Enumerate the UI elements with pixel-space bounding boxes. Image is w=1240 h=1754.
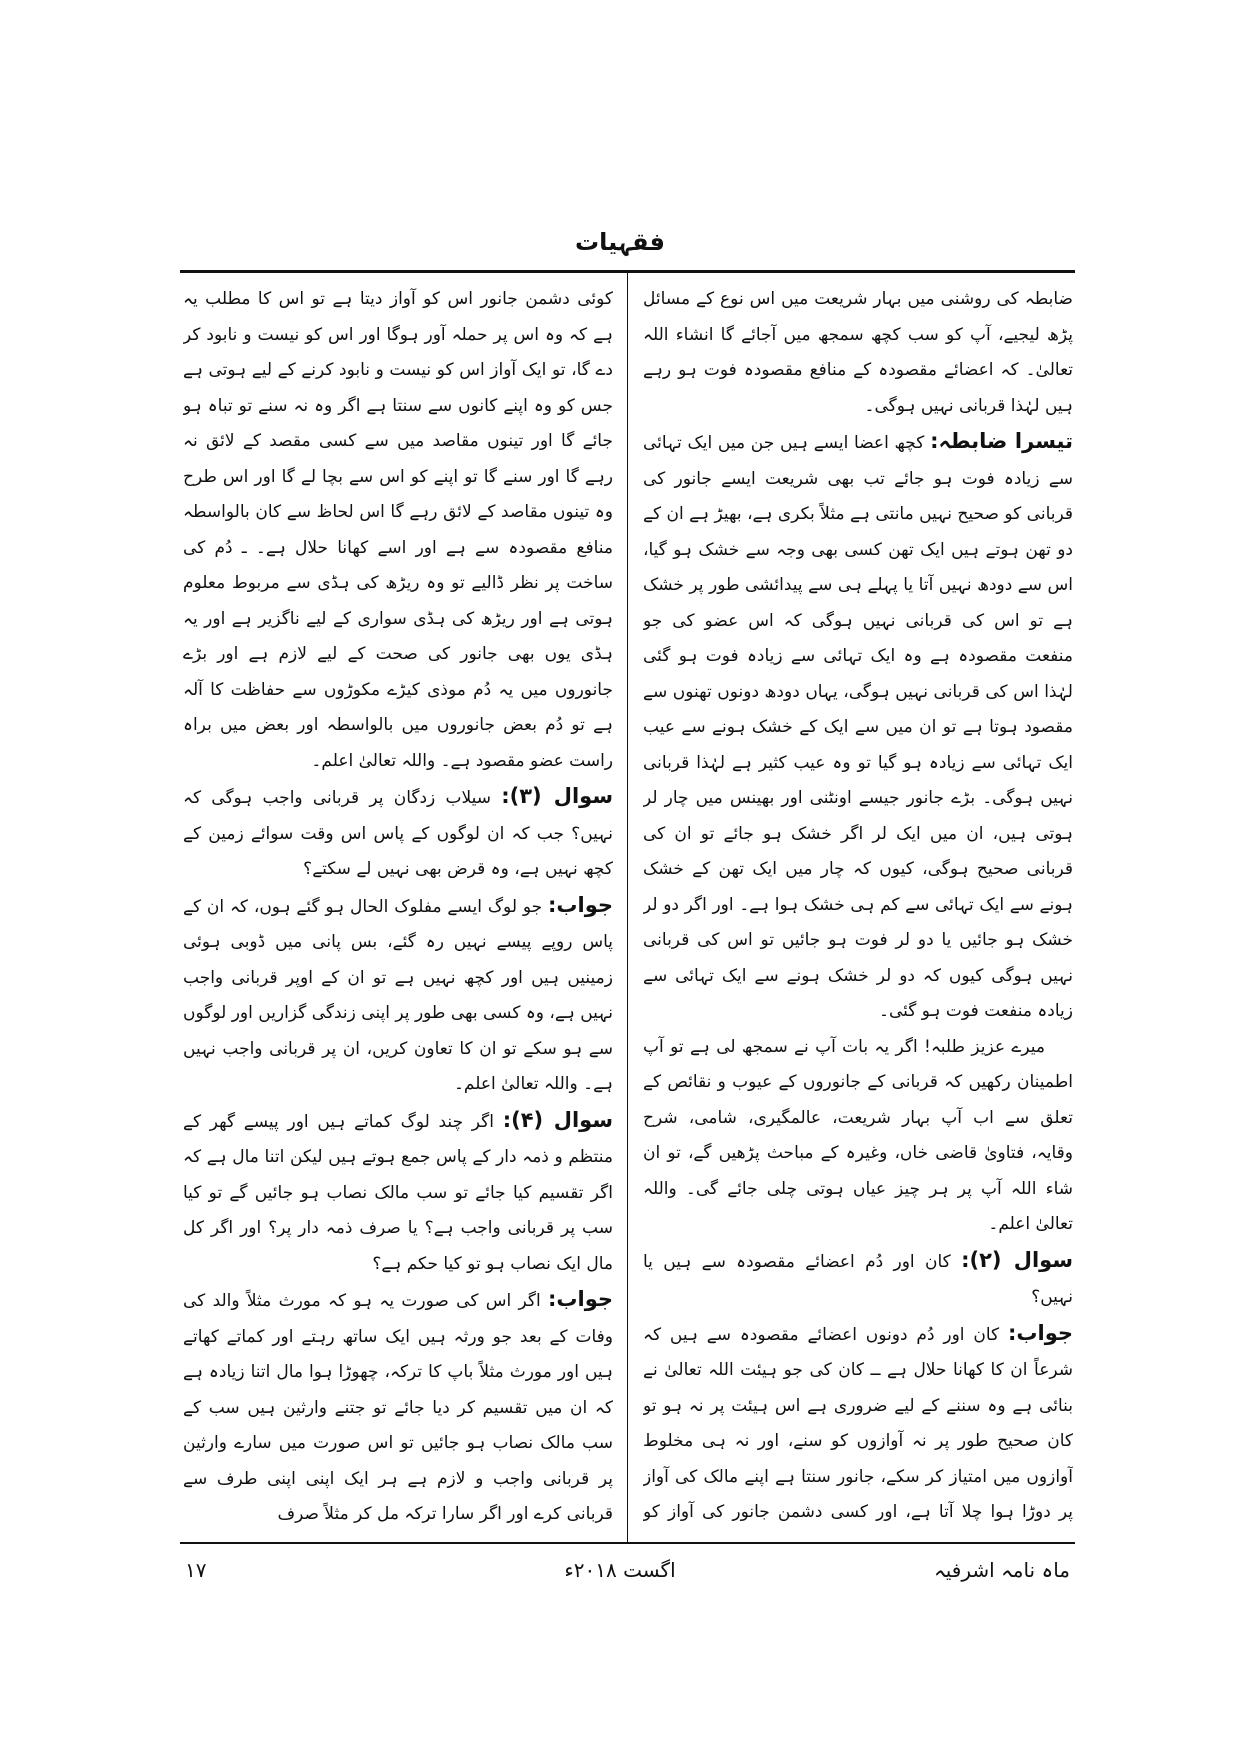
footer-rule xyxy=(180,1542,1075,1544)
question-label: سوال (۲): xyxy=(961,1247,1073,1272)
question: سوال (۴): اگر چند لوگ کماتے ہیں اور پیسے گھر کے منتظم و ذمہ دار کے پاس جمع ہوتے ہیں لیکن اتنا مال ہے کہ اگر تقسیم کیا جائے تو سب مالک نصاب ہو جائیں گے تو کیا سب پر قربانی واجب ہے؟ یا صرف ذمہ دار پر؟ اور اگر کل مال ایک نصاب ہو تو کیا حکم ہے؟ xyxy=(183,1107,613,1274)
page-number: ۱۷ xyxy=(185,1558,207,1582)
answer-label: جواب: xyxy=(1008,1320,1073,1345)
question: سوال (۲): کان اور دُم اعضائے مقصودہ سے ہیں یا نہیں؟ xyxy=(643,1247,1073,1307)
paragraph: تیسرا ضابطہ: کچھ اعضا ایسے ہیں جن میں ایک تہائی سے زیادہ فوت ہو جائے تب بھی شریعت ایسے جانور کی قربانی کو صحیح نہیں مانتی ہے مثلاً بکری ہے، بھیڑ ہے ان کے دو تھن ہوتے ہیں ایک تھن کسی بھی وجہ سے خشک ہو گیا، اس سے دودھ نہیں آتا یا پہلے ہی سے پیدائشی طور پر خشک ہے تو اس کی قربانی نہیں ہوگی کہ اس عضو کی جو منفعت مقصودہ ہے وہ ایک تہائی سے زیادہ فوت ہو گئی لہٰذا اس کی قربانی نہیں ہوگی، یہاں دودھ دونوں تھنوں سے مقصود ہوتا ہے تو ان میں سے ایک کے خشک ہونے سے عیب ایک تہائی سے زیادہ ہو گیا تو وہ عیب کثیر ہے لہٰذا قربانی نہیں ہوگی۔ بڑے جانور جیسے اونٹنی اور بھینس میں چار لر ہوتی ہیں، ان میں ایک لر اگر خشک ہو جائے تو ان کی قربانی صحیح ہوگی، کیوں کہ چار میں ایک تھن کے خشک ہونے سے ایک تہائی سے کم ہی خشک ہوا ہے۔ اور اگر دو لر خشک ہو جائیں یا دو لر فوت ہو جائیں تو اس کی قربانی نہیں ہوگی کیوں کہ دو لر خشک ہونے سے ایک تہائی سے زیادہ منفعت فوت ہو گئی۔ xyxy=(643,429,1073,1021)
answer: جواب: اگر اس کی صورت یہ ہو کہ مورث مثلاً والد کی وفات کے بعد جو ورثہ ہیں ایک ساتھ رہتے اور کماتے کھاتے ہیں اور مورث مثلاً باپ کا ترکہ، چھوڑا ہوا مال اتنا زیادہ ہے کہ ان میں تقسیم کر دیا جائے تو جتنے وارثین ہیں سب کے سب مالک نصاب ہو جائیں تو اس صورت میں سارے وارثین پر قربانی واجب و لازم ہے ہر ایک اپنی اپنی طرف سے قربانی کرے اور اگر سارا ترکہ مل کر مثلاً صرف xyxy=(183,1287,613,1524)
issue-date: اگست ۲۰۱۸ء xyxy=(564,1558,676,1582)
question: سوال (۳): سیلاب زدگان پر قربانی واجب ہوگی کہ نہیں؟ جب کہ ان لوگوں کے پاس اس وقت سوائے زمین کے کچھ نہیں ہے، وہ قرض بھی نہیں لے سکتے؟ xyxy=(183,784,613,879)
page-title: فقہیات xyxy=(575,228,665,256)
column-divider xyxy=(627,272,628,1542)
answer-label: جواب: xyxy=(548,892,613,917)
paragraph: کوئی دشمن جانور اس کو آواز دیتا ہے تو اس کا مطلب یہ ہے کہ وہ اس پر حملہ آور ہوگا اور اس کو نیست و نابود کر دے گا، تو ایک آواز اس کو نیست و نابود کرنے کے لیے ہوتی ہے جس کو وہ اپنے کانوں سے سنتا ہے اگر وہ نہ سنے تو تباہ ہو جائے گا اور تینوں مقاصد میں سے کسی مقصد کے لائق نہ رہے گا اور سنے گا تو اپنے کو اس سے بچا لے گا اور اس طرح وہ تینوں مقاصد کے لائق رہے گا اس لحاظ سے کان بالواسطہ منافع مقصودہ سے ہے اور اسے کھانا حلال ہے۔ ـ دُم کی ساخت پر نظر ڈالیے تو وہ ریڑھ کی ہڈی سے مربوط معلوم ہوتی ہے اور ریڑھ کی ہڈی سواری کے لیے ناگزیر ہے اور یہ ہڈی یوں بھی جانور کی صحت کے لیے لازم ہے اور بڑے جانوروں میں یہ دُم موذی کیڑے مکوڑوں سے حفاظت کا آلہ ہے تو دُم بعض جانوروں میں بالواسطہ اور بعض میں براہ راست عضو مقصود ہے۔ واللہ تعالیٰ اعلم۔ xyxy=(183,289,613,771)
section-heading: تیسرا ضابطہ: xyxy=(930,429,1073,453)
question-label: سوال (۳): xyxy=(501,784,613,808)
question-label: سوال (۴): xyxy=(502,1107,613,1132)
right-column xyxy=(643,282,1073,1537)
answer-label: جواب: xyxy=(548,1287,613,1311)
answer: جواب: کان اور دُم دونوں اعضائے مقصودہ سے ہیں کہ شرعاً ان کا کھانا حلال ہے ــ کان کی جو ہیئت اللہ تعالیٰ نے بنائی ہے وہ سننے کے لیے ضروری ہے اس ہیئت پر نہ ہو تو کان صحیح طور پر نہ آوازوں کو سنے، اور نہ ہی مخلوط آوازوں میں امتیاز کر سکے، جانور سنتا ہے اپنے مالک کی آواز پر دوڑا ہوا چلا آتا ہے، اور کسی دشمن جانور کی آواز کو xyxy=(643,1320,1073,1522)
magazine-name: ماہ نامہ اشرفیہ xyxy=(934,1558,1070,1582)
left-column xyxy=(183,282,613,1537)
answer: جواب: جو لوگ ایسے مفلوک الحال ہو گئے ہوں، کہ ان کے پاس روپے پیسے نہیں رہ گئے، بس پانی میں ڈوبی ہوئی زمینیں ہیں اور کچھ نہیں ہے تو ان کے اوپر قربانی واجب نہیں ہے، وہ کسی بھی طور پر اپنی زندگی گزاریں اور لوگوں سے ہو سکے تو ان کا تعاون کریں، ان پر قربانی واجب نہیں ہے۔ واللہ تعالیٰ اعلم۔ xyxy=(183,892,613,1094)
paragraph: میرے عزیز طلبہ! اگر یہ بات آپ نے سمجھ لی ہے تو آپ اطمینان رکھیں کہ قربانی کے جانوروں کے عیوب و نقائص کے تعلق سے اب آپ بہار شریعت، عالمگیری، شامی، شرح وقایہ، فتاویٰ قاضی خاں، وغیرہ کے مباحث پڑھیں گے، تو ان شاء اللہ آپ پر ہر چیز عیاں ہوتی چلی جائے گی۔ واللہ تعالیٰ اعلم۔ xyxy=(643,1036,1073,1234)
paragraph: ضابطہ کی روشنی میں بہار شریعت میں اس نوع کے مسائل پڑھ لیجیے، آپ کو سب کچھ سمجھ میں آجائے گا انشاء اللہ تعالیٰ۔ کہ اعضائے مقصودہ کے منافع مقصودہ فوت ہو رہے ہیں لہٰذا قربانی نہیں ہوگی۔ xyxy=(643,289,1073,416)
